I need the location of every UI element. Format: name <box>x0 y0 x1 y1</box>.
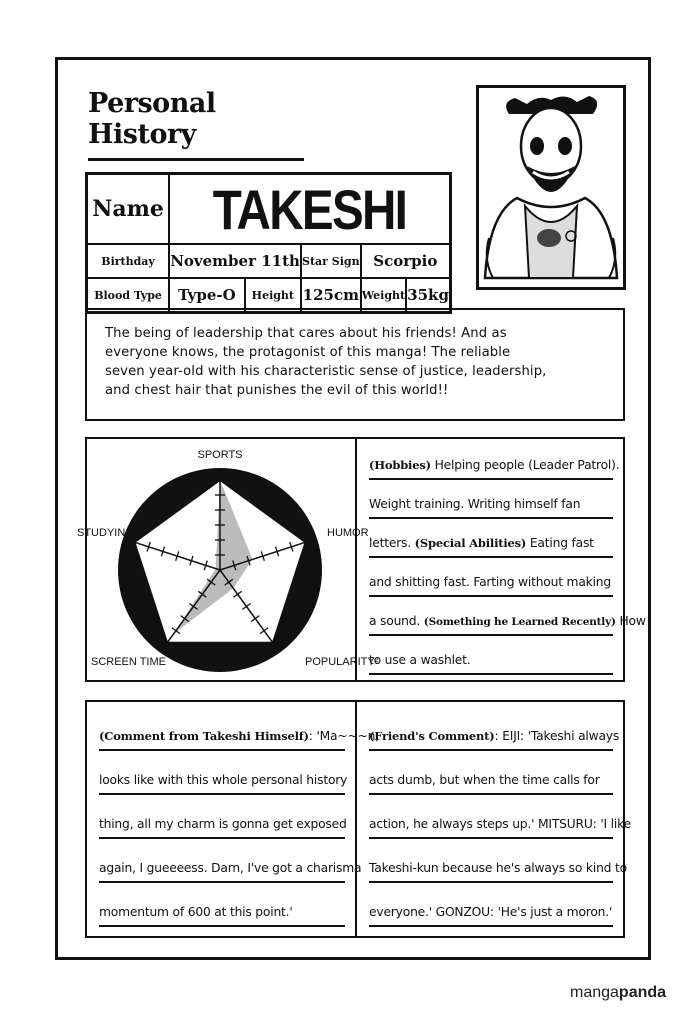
comment-line: (Comment from Takeshi Himself): 'Ma~~~n, <box>99 712 345 751</box>
self-comment-box <box>85 700 379 938</box>
hobbies-line: Weight training. Writing himself fan <box>369 480 613 519</box>
name-label: Name <box>87 174 170 245</box>
radar-chart-svg <box>77 439 379 680</box>
comment-line: again, I gueeeess. Darn, I've got a charisma <box>99 839 345 883</box>
personal-history-page <box>55 57 651 960</box>
character-illustration <box>479 88 623 287</box>
character-portrait <box>476 85 626 290</box>
hobbies-line: a sound. (Something he Learned Recently) How <box>369 597 613 636</box>
friend-line: Takeshi-kun because he's always so kind to <box>369 839 613 883</box>
blood-type-value: Type-O <box>169 278 245 313</box>
hobbies-line: letters. (Special Abilities) Eating fast <box>369 519 613 558</box>
friend-line: everyone.' GONZOU: 'He's just a moron.' <box>369 883 613 927</box>
stats-radar-chart <box>77 437 379 682</box>
hobbies-line: and shitting fast. Farting without making <box>369 558 613 597</box>
radar-axis-label: POPULARITY² <box>305 656 379 668</box>
blood-type-label: Blood Type <box>87 278 170 313</box>
comment-line: momentum of 600 at this point.' <box>99 883 345 927</box>
friend-line: action, he always steps up.' MITSURU: 'I like <box>369 795 613 839</box>
comment-line: looks like with this whole personal history <box>99 751 345 795</box>
description-line: The being of leadership that cares about his friends! And as <box>105 326 507 341</box>
name-value: TAKESHI <box>212 177 407 241</box>
name-value-cell <box>169 174 450 245</box>
description-line: everyone knows, the protagonist of this manga! The reliable <box>105 345 511 360</box>
radar-axis-label: STUDYING <box>77 527 134 539</box>
hobbies-box <box>355 437 646 682</box>
hobbies-line: (Hobbies) Helping people (Leader Patrol). <box>369 441 613 480</box>
friend-comment-box <box>355 700 631 938</box>
comment-line: thing, all my charm is gonna get exposed <box>99 795 345 839</box>
profile-table <box>85 172 452 314</box>
radar-axis-label: SPORTS <box>197 449 243 461</box>
character-description <box>85 308 625 421</box>
star-sign-value: Scorpio <box>361 244 451 278</box>
star-sign-label: Star Sign <box>301 244 361 278</box>
birthday-value: November 11th <box>169 244 301 278</box>
description-line: seven year-old with his characteristic sense of justice, leadership, <box>105 364 547 379</box>
page-title: Personal History <box>88 88 304 161</box>
height-label: Height <box>245 278 301 313</box>
description-line: and chest hair that punishes the evil of this world!! <box>105 383 449 398</box>
radar-axis-label: SCREEN TIME <box>91 656 166 668</box>
height-value: 125cm <box>301 278 361 313</box>
friend-line: (Friend's Comment): EIJI: 'Takeshi always <box>369 712 613 751</box>
birthday-label: Birthday <box>87 244 170 278</box>
weight-value: 35kg <box>406 278 450 313</box>
source-watermark: mangapanda <box>570 984 667 1001</box>
friend-line: acts dumb, but when the time calls for <box>369 751 613 795</box>
radar-axis-label: HUMOR <box>327 527 369 539</box>
hobbies-line: to use a washlet. <box>369 636 613 675</box>
weight-label: Weight <box>361 278 406 313</box>
